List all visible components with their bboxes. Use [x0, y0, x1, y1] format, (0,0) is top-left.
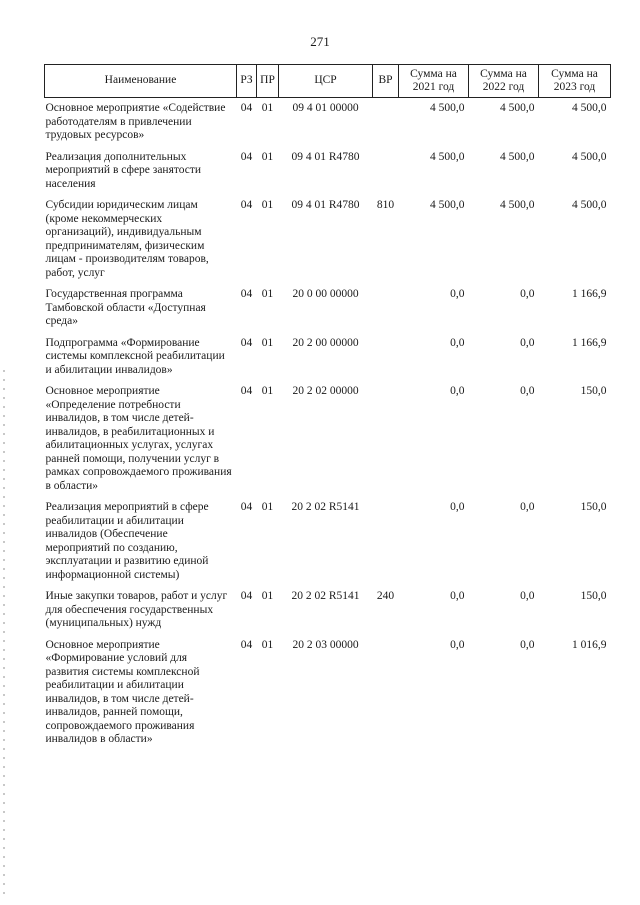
row-sum-2021: 0,0 [450, 336, 465, 349]
row-csr: 09 4 01 R4780 [291, 199, 360, 211]
row-vr [373, 636, 399, 752]
row-rz: 04 [240, 199, 253, 211]
row-sum-2021: 0,0 [450, 385, 465, 397]
table-row [45, 587, 611, 636]
row-pr: 01 [261, 590, 274, 602]
row-vr [373, 98, 399, 148]
row-sum-2023: 4 500,0 [572, 150, 607, 163]
row-rz: 04 [240, 638, 253, 651]
row-pr: 01 [261, 102, 274, 114]
row-vr [373, 285, 399, 334]
row-csr: 09 4 01 R4780 [291, 150, 360, 163]
row-name: Государственная программа Тамбовской области «Доступная среда» [45, 288, 206, 327]
row-rz: 04 [240, 102, 253, 114]
table-row [45, 382, 611, 498]
row-vr [373, 334, 399, 383]
row-pr: 01 [261, 150, 274, 163]
row-sum-2021: 4 500,0 [430, 150, 465, 163]
table-row [45, 498, 611, 587]
row-rz: 04 [240, 150, 253, 163]
row-sum-2022: 0,0 [520, 501, 535, 513]
row-csr: 20 2 00 00000 [292, 336, 359, 349]
row-sum-2021: 4 500,0 [430, 199, 465, 211]
header-name: Наименование [45, 65, 237, 98]
row-csr: 20 2 02 R5141 [291, 501, 360, 513]
row-rz: 04 [240, 336, 253, 349]
row-sum-2022: 0,0 [520, 288, 535, 300]
table-row [45, 98, 611, 148]
table-row [45, 334, 611, 383]
row-sum-2022: 0,0 [520, 638, 535, 651]
budget-table [44, 64, 611, 752]
header-sum-2023: Сумма на 2023 год [539, 65, 611, 98]
row-sum-2023: 1 166,9 [572, 288, 607, 300]
row-pr: 01 [261, 638, 274, 651]
row-sum-2023: 150,0 [580, 385, 607, 397]
row-pr: 01 [261, 501, 274, 513]
row-vr: 240 [376, 590, 395, 602]
row-vr: 810 [376, 199, 395, 211]
row-pr: 01 [261, 385, 274, 397]
row-sum-2023: 1 016,9 [572, 638, 607, 651]
row-vr [373, 498, 399, 587]
row-csr: 09 4 01 00000 [292, 102, 359, 114]
row-rz: 04 [240, 385, 253, 397]
header-sum-2021: Сумма на 2021 год [399, 65, 469, 98]
scan-edge-marks [3, 370, 5, 900]
header-pr: ПР [257, 65, 279, 98]
table-row [45, 148, 611, 197]
row-rz: 04 [240, 288, 253, 300]
row-sum-2021: 0,0 [450, 288, 465, 300]
row-sum-2021: 4 500,0 [430, 102, 465, 114]
row-sum-2022: 4 500,0 [500, 102, 535, 114]
row-sum-2022: 4 500,0 [500, 199, 535, 211]
page-number: 271 [310, 34, 330, 49]
header-rz: РЗ [237, 65, 257, 98]
row-sum-2021: 0,0 [450, 501, 465, 513]
row-sum-2021: 0,0 [450, 590, 465, 602]
row-rz: 04 [240, 590, 253, 602]
row-sum-2023: 150,0 [580, 501, 607, 513]
row-name: Реализация мероприятий в сфере реабилитации и абилитации инвалидов (Обеспечение мероприятий по созданию, эксплуатации и развитию единой информационной системы) [45, 501, 209, 581]
header-csr: ЦСР [279, 65, 373, 98]
row-sum-2022: 0,0 [520, 385, 535, 397]
row-pr: 01 [261, 199, 274, 211]
row-sum-2022: 0,0 [520, 590, 535, 602]
row-rz: 04 [240, 501, 253, 513]
table-row [45, 285, 611, 334]
row-sum-2021: 0,0 [450, 638, 465, 651]
row-sum-2023: 150,0 [580, 590, 607, 602]
row-sum-2022: 4 500,0 [500, 150, 535, 163]
row-name: Основное мероприятие «Определение потребности инвалидов, в том числе детей-инвалидов, в реабилитационных и абилитационных услугах, услугах ранней помощи, получении услуг в рамках сопровождаемого проживания в области» [45, 385, 232, 492]
header-sum-2022: Сумма на 2022 год [469, 65, 539, 98]
table-header-row [45, 65, 611, 98]
row-name: Иные закупки товаров, работ и услуг для обеспечения государственных (муниципальных) нужд [45, 590, 228, 629]
row-csr: 20 2 02 00000 [292, 385, 359, 397]
row-csr: 20 2 02 R5141 [291, 590, 360, 602]
row-sum-2022: 0,0 [520, 336, 535, 349]
row-vr [373, 148, 399, 197]
header-vr: ВР [373, 65, 399, 98]
row-csr: 20 0 00 00000 [292, 288, 359, 300]
row-pr: 01 [261, 336, 274, 349]
row-name: Субсидии юридическим лицам (кроме некоммерческих организаций), индивидуальным предпринимателям, физическим лицам - производителям товаров, работ, услуг [45, 199, 209, 279]
row-sum-2023: 4 500,0 [572, 102, 607, 114]
table-row [45, 636, 611, 752]
row-name: Основное мероприятие «Содействие работодателям в привлечении трудовых ресурсов» [45, 102, 226, 141]
row-vr [373, 382, 399, 498]
row-sum-2023: 4 500,0 [572, 199, 607, 211]
row-name: Подпрограмма «Формирование системы комплексной реабилитации и абилитации инвалидов» [45, 336, 225, 376]
row-name: Реализация дополнительных мероприятий в сфере занятости населения [45, 150, 202, 190]
row-pr: 01 [261, 288, 274, 300]
table-row [45, 196, 611, 285]
row-sum-2023: 1 166,9 [572, 336, 607, 349]
row-csr: 20 2 03 00000 [292, 638, 359, 651]
row-name: Основное мероприятие «Формирование условий для развития системы комплексной реабилитации и абилитации инвалидов, в том числе детей-инвалидов, ранней помощи, сопровождаемого проживания инвалидов в области» [45, 638, 200, 745]
